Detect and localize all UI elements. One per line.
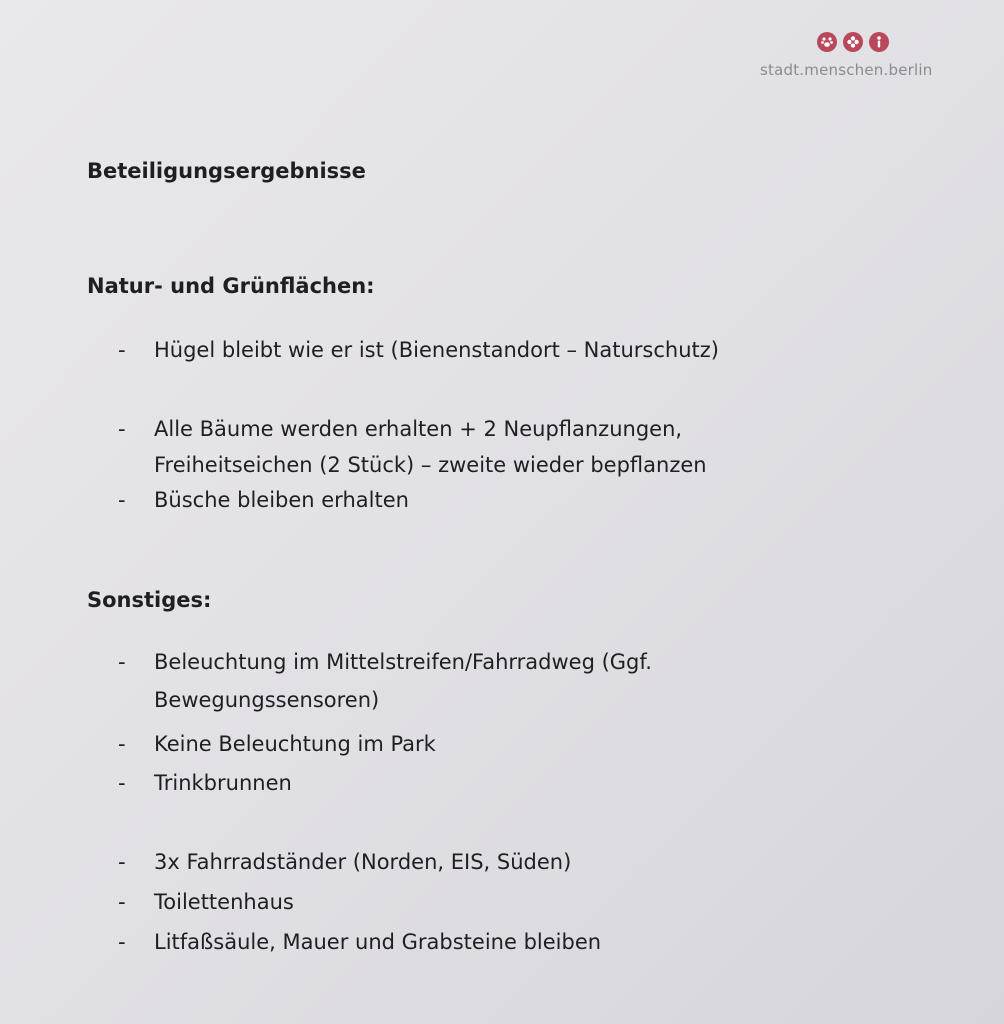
list-item-text: Toilettenhaus bbox=[154, 890, 294, 914]
list-item-text: Litfaßsäule, Mauer und Grabsteine bleiben bbox=[154, 930, 602, 954]
list-item-text: Hügel bleibt wie er ist (Bienenstandort – Naturschutz) bbox=[154, 338, 719, 362]
bullet-dash: - bbox=[118, 930, 126, 954]
list-item-text: Keine Beleuchtung im Park bbox=[154, 732, 436, 756]
page-title: Beteiligungsergebnisse bbox=[87, 159, 366, 183]
list-item-text: Beleuchtung im Mittelstreifen/Fahrradweg (Ggf. bbox=[154, 650, 652, 674]
list-item-text: Büsche bleiben erhalten bbox=[154, 488, 409, 512]
list-item-text: Trinkbrunnen bbox=[154, 771, 292, 795]
list-item-text: Bewegungssensoren) bbox=[154, 688, 380, 712]
section-heading-other: Sonstiges: bbox=[87, 588, 212, 612]
flower-icon bbox=[843, 32, 863, 52]
list-item-text: Freiheitseichen (2 Stück) – zweite wieder bepflanzen bbox=[154, 453, 707, 477]
list-item-text: Alle Bäume werden erhalten + 2 Neupflanzungen, bbox=[154, 417, 683, 441]
bullet-dash: - bbox=[118, 417, 126, 441]
bullet-dash: - bbox=[118, 650, 126, 674]
bullet-dash: - bbox=[118, 890, 126, 914]
bullet-dash: - bbox=[118, 488, 126, 512]
logo-icons bbox=[817, 32, 889, 52]
person-icon bbox=[869, 32, 889, 52]
section-heading-nature: Natur- und Grünflächen: bbox=[87, 274, 375, 298]
bullet-dash: - bbox=[118, 338, 126, 362]
bullet-dash: - bbox=[118, 732, 126, 756]
logo-text: stadt.menschen.berlin bbox=[760, 61, 933, 79]
list-item-text: 3x Fahrradständer (Norden, EIS, Süden) bbox=[154, 850, 572, 874]
bullet-dash: - bbox=[118, 771, 126, 795]
bullet-dash: - bbox=[118, 850, 126, 874]
paw-icon bbox=[817, 32, 837, 52]
